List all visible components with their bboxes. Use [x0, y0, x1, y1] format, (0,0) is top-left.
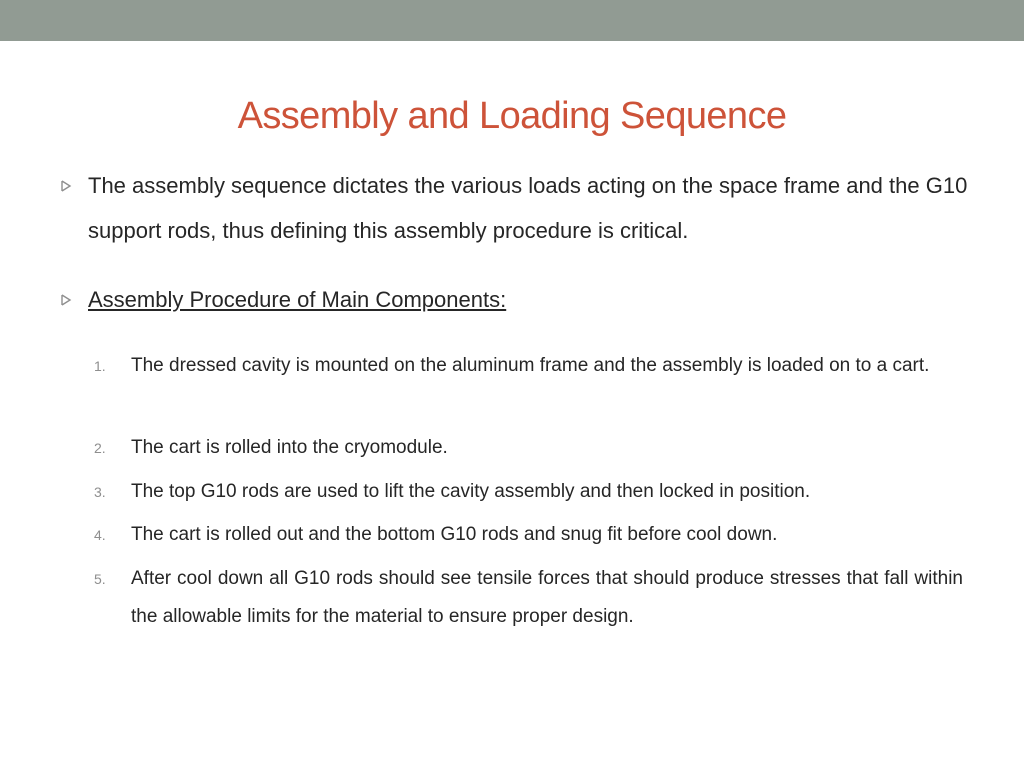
bullet-item — [88, 163, 968, 253]
step-text: The cart is rolled into the cryomodule. — [131, 437, 448, 458]
step-text: The top G10 rods are used to lift the cavity assembly and then locked in position. — [131, 481, 811, 502]
step-number: 3. — [94, 484, 106, 500]
procedure-step — [94, 560, 963, 636]
top-banner — [0, 0, 1024, 41]
procedure-step — [94, 516, 963, 554]
arrow-bullet-icon — [60, 277, 72, 322]
procedure-step — [94, 347, 963, 385]
section-heading: Assembly Procedure of Main Components: — [88, 287, 507, 312]
step-text: The dressed cavity is mounted on the aluminum frame and the assembly is loaded on to a cart. — [131, 355, 930, 376]
bullet-item — [88, 277, 968, 322]
step-text: The cart is rolled out and the bottom G10 rods and snug fit before cool down. — [131, 524, 778, 545]
procedure-step — [94, 429, 963, 467]
step-number: 4. — [94, 527, 106, 543]
bullet-text: The assembly sequence dictates the various loads acting on the space frame and the G10 support rods, thus defining this assembly procedure is critical. — [88, 173, 968, 243]
procedure-step — [94, 473, 963, 511]
step-number: 5. — [94, 571, 106, 587]
step-text: After cool down all G10 rods should see tensile forces that should produce stresses that fall within the allowable limits for the material to ensure proper design. — [131, 568, 963, 627]
slide-title: Assembly and Loading Sequence — [237, 95, 787, 137]
step-number: 1. — [94, 358, 106, 374]
arrow-bullet-icon — [60, 163, 72, 208]
step-number: 2. — [94, 440, 106, 456]
